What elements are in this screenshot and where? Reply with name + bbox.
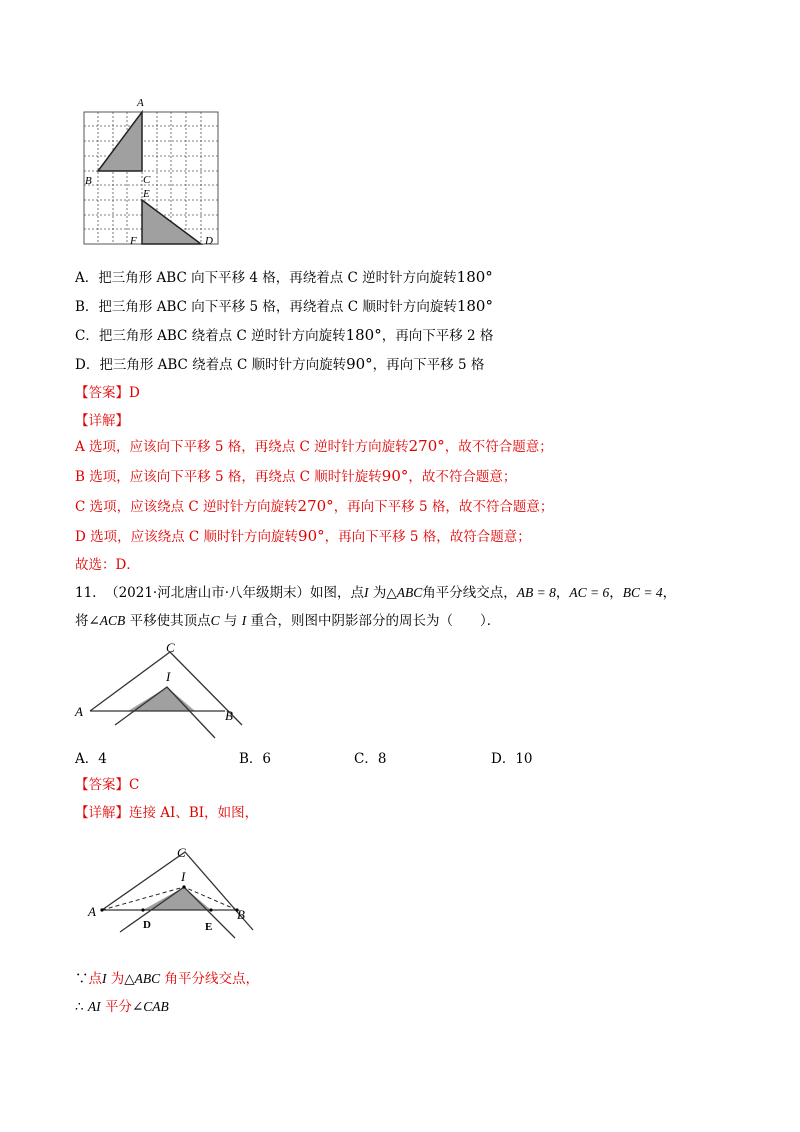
fig-label-C: C [166, 640, 175, 655]
shaded-triangle-2 [143, 887, 211, 910]
fig2-label-E: E [205, 921, 213, 933]
q10-option-d: D．把三角形 ABC 绕着点 C 顺时针方向旋转90°，再向下平移 5 格 [75, 355, 485, 373]
triangle-def [142, 200, 201, 244]
q10-detail-label: 【详解】 [75, 413, 129, 429]
q11-stem-line2: 将∠ACB 平移使其顶点C 与 I 重合，则图中阴影部分的周长为（ ）． [75, 613, 501, 629]
q11-option-c: C．8 [354, 751, 387, 767]
fig2-label-D: D [143, 919, 151, 931]
fig-label-I: I [166, 669, 171, 684]
fig2-label-A: A [88, 904, 96, 919]
fig-label-A: A [75, 704, 83, 719]
label-A: A [137, 97, 144, 109]
fig2-label-B: B [237, 907, 245, 922]
q11-figure [70, 640, 250, 740]
q10-detail-d: D 选项，应该绕点 C 顺时针方向旋转90°，再向下平移 5 格，故符合题意； [75, 527, 531, 545]
fig-label-B: B [225, 708, 233, 723]
because-line: ∵点I 为△ABC 角平分线交点， [75, 971, 259, 987]
q11-answer: 【答案】C [75, 777, 140, 793]
q10-detail-c: C 选项，应该绕点 C 逆时针方向旋转270°，再向下平移 5 格，故不符合题意； [75, 497, 554, 515]
label-E: E [143, 188, 150, 200]
q11-detail: 【详解】连接 AI、BI，如图， [75, 805, 259, 821]
q10-conclusion: 故选：D． [75, 557, 140, 573]
q10-option-c: C．把三角形 ABC 绕着点 C 逆时针方向旋转180°，再向下平移 2 格 [75, 326, 494, 344]
therefore-line: ∴ AI 平分∠CAB [75, 999, 169, 1015]
label-D: D [205, 235, 213, 247]
label-C: C [143, 174, 151, 186]
q11-option-a: A．4 [75, 751, 107, 767]
q11-solution-figure [85, 840, 265, 945]
q10-option-a: A．把三角形 ABC 向下平移 4 格，再绕着点 C 逆时针方向旋转180° [75, 268, 493, 286]
q11-option-b: B．6 [239, 751, 272, 767]
grid-figure [70, 96, 230, 252]
fig2-label-I: I [181, 869, 186, 884]
fig2-label-C: C [177, 845, 186, 860]
q10-detail-b: B 选项，应该向下平移 5 格，再绕点 C 顺时针旋转90°，故不符合题意； [75, 467, 517, 485]
q11-option-d: D．10 [491, 751, 533, 767]
q11-stem-line1: 11. （2021·河北唐山市·八年级期末）如图，点I 为△ABC角平分线交点，AB = 8，AC = 6，BC = 4， [75, 585, 677, 601]
triangle-abc [98, 112, 142, 171]
q10-answer: 【答案】D [75, 385, 140, 401]
q10-detail-a: A 选项，应该向下平移 5 格，再绕点 C 逆时针方向旋转270°，故不符合题意； [75, 437, 553, 455]
label-F: F [130, 235, 137, 247]
label-B: B [85, 175, 92, 187]
q10-option-b: B．把三角形 ABC 向下平移 5 格，再绕着点 C 顺时针方向旋转180° [75, 297, 493, 315]
